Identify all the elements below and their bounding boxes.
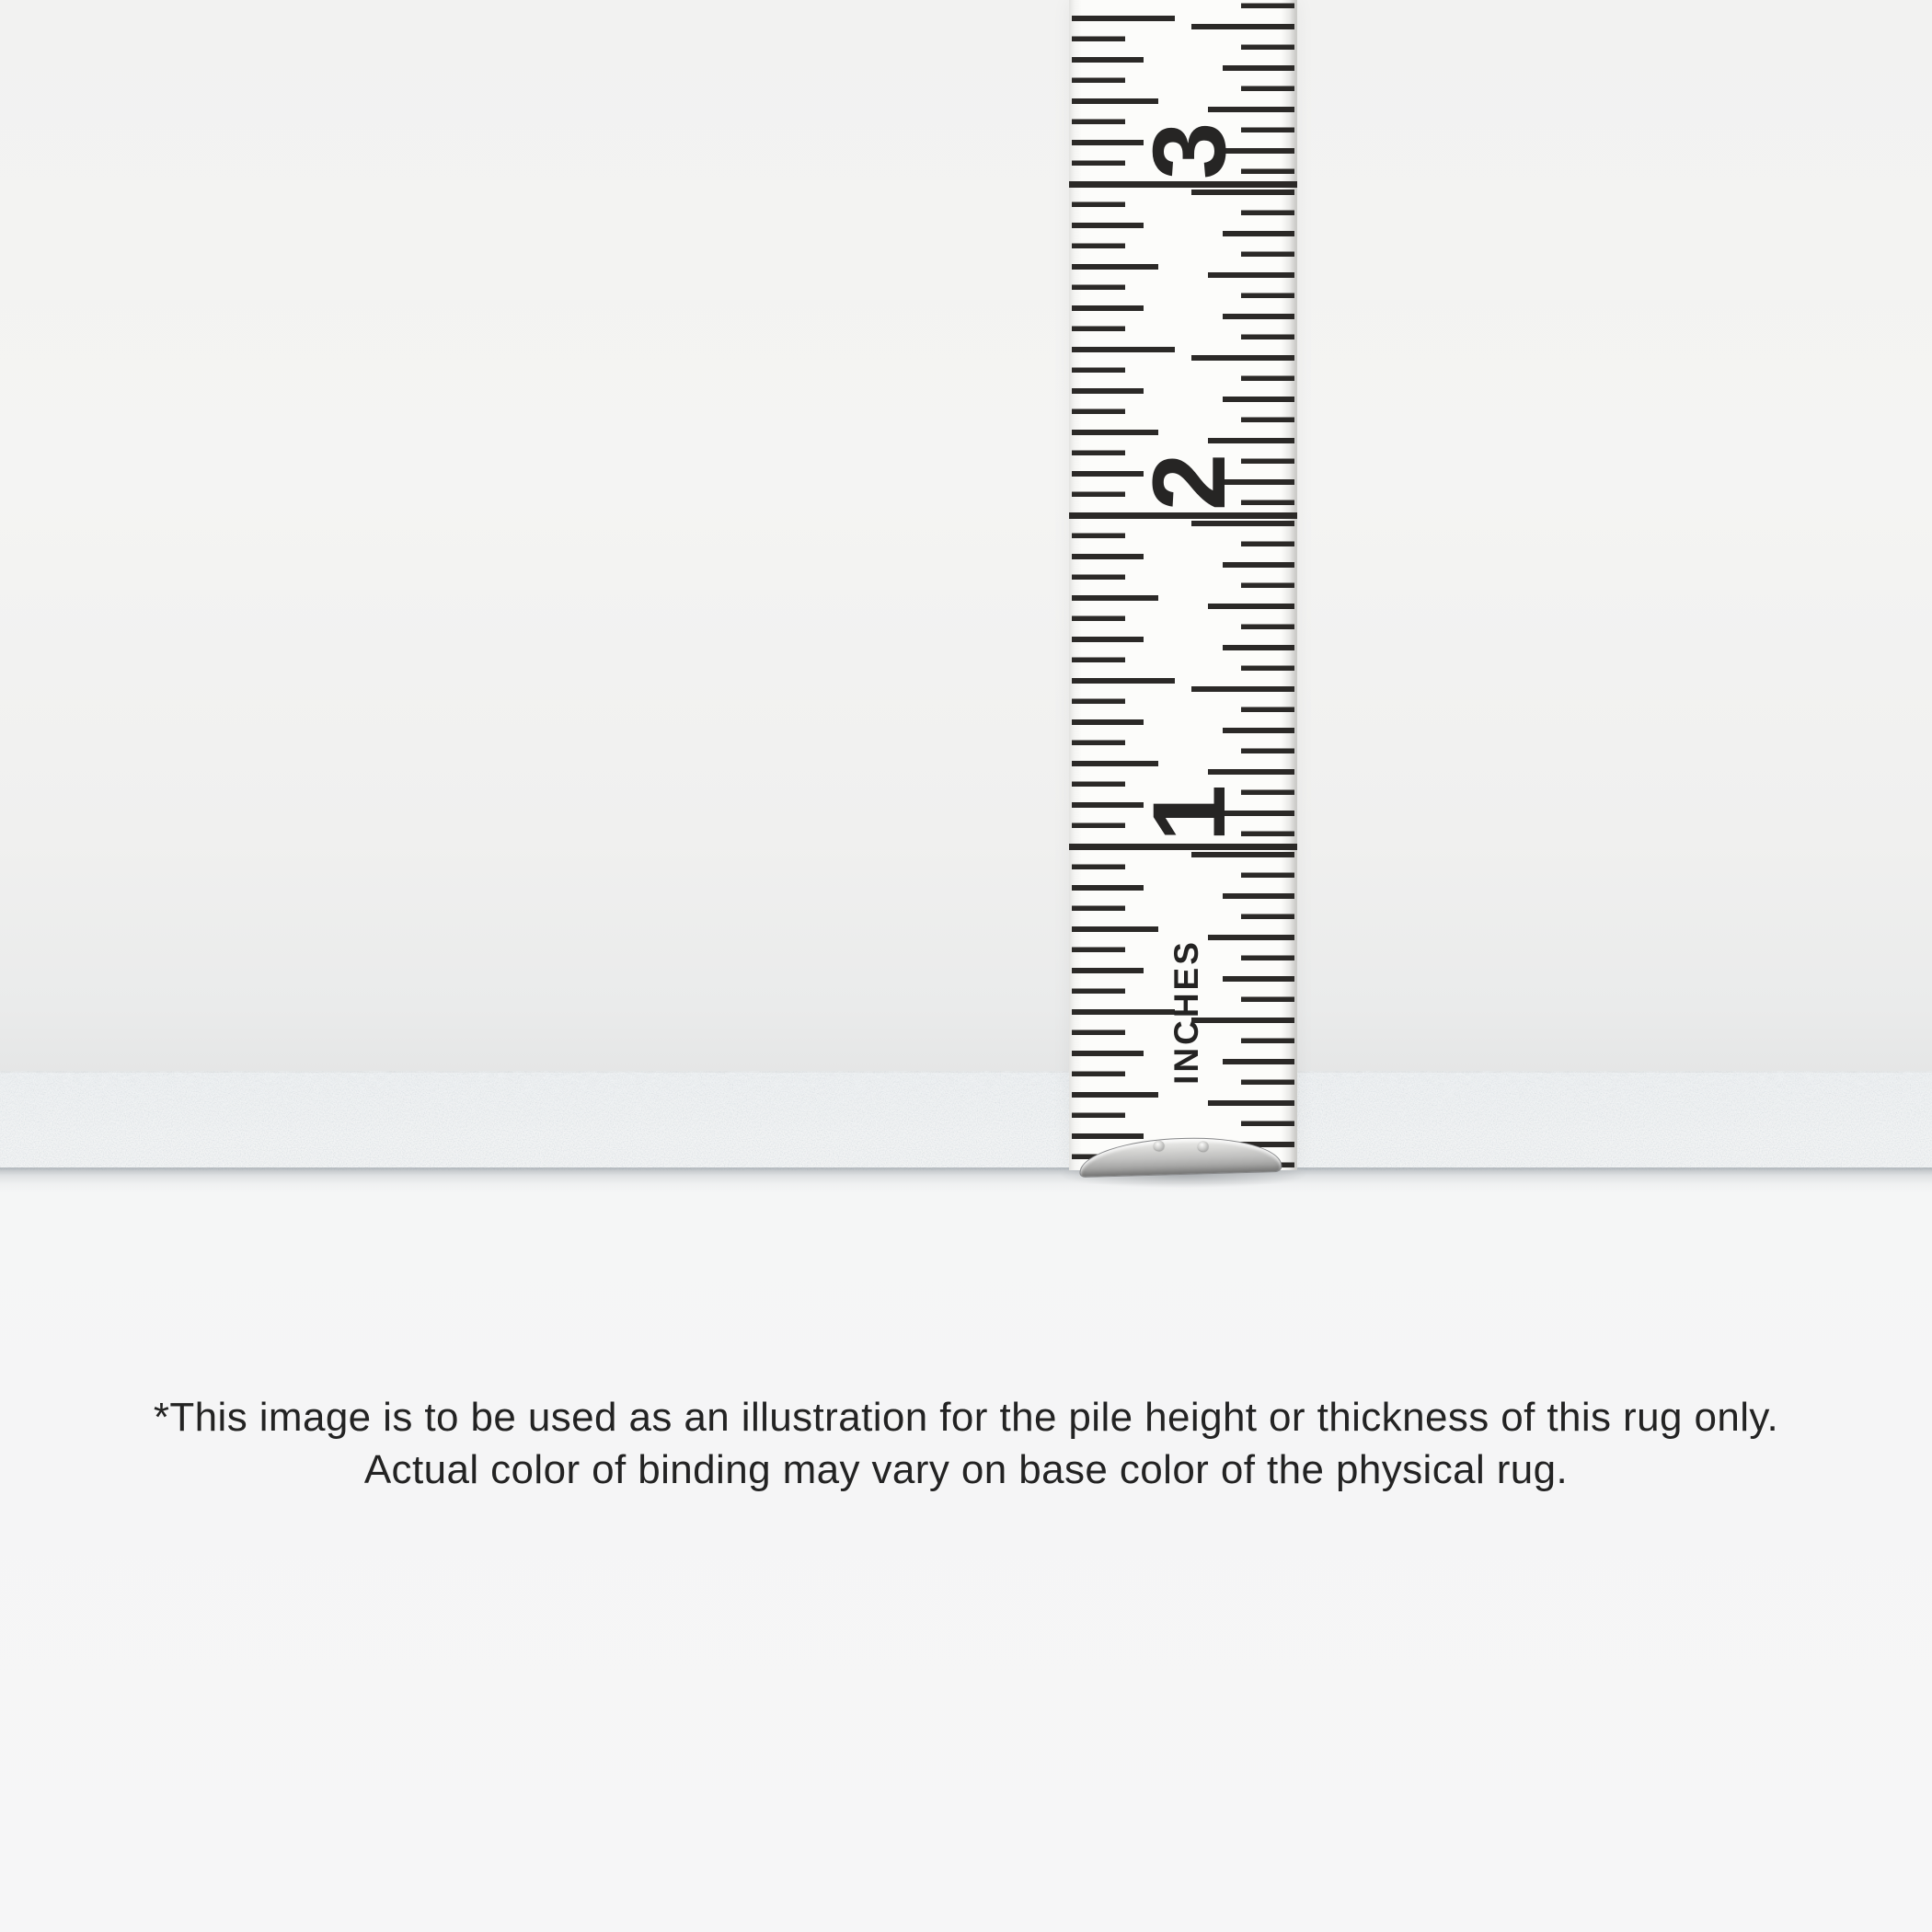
ruler-metal-cap: [1078, 1135, 1282, 1178]
ruler-unit-label: INCHES: [1167, 939, 1205, 1085]
disclaimer-line-2: Actual color of binding may vary on base color of the physical rug.: [363, 1447, 1569, 1492]
ruler-inch-label-1: 1: [1132, 784, 1247, 843]
rug-texture: [0, 1071, 1932, 1170]
disclaimer-line-1: *This image is to be used as an illustration for the pile height or thickness of this rug only.: [153, 1395, 1779, 1440]
rug-shadow: [0, 1167, 1932, 1195]
rivet-icon: [1198, 1141, 1209, 1151]
floor: [0, 1073, 1932, 1932]
rug-pile-edge: [0, 1071, 1932, 1170]
ruler: [1069, 0, 1297, 1170]
rivet-icon: [1154, 1140, 1165, 1150]
disclaimer-text: [0, 1391, 1932, 1496]
ruler-inch-label-3: 3: [1132, 121, 1247, 180]
ruler-inch-label-2: 2: [1132, 453, 1247, 512]
